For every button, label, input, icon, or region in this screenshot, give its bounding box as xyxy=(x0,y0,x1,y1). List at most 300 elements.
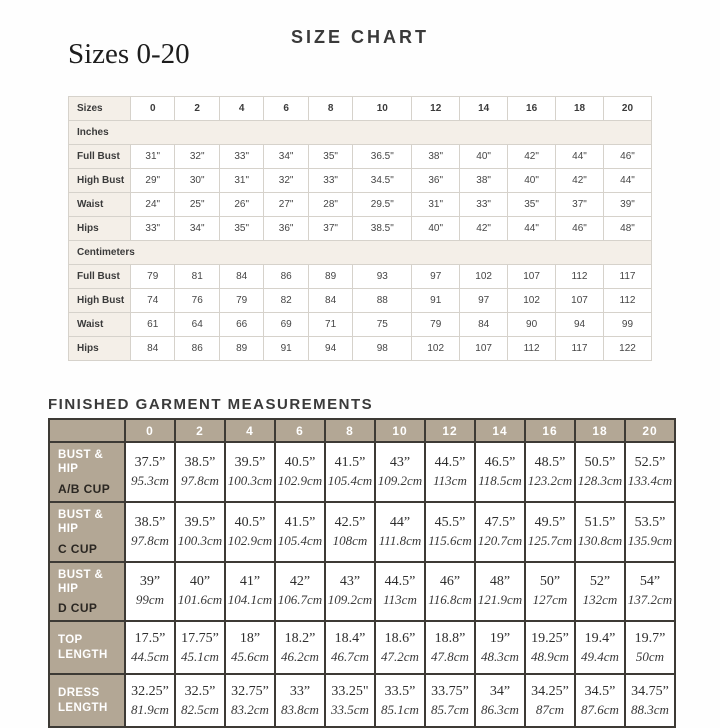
fgm-value-cell xyxy=(625,502,675,562)
measurement-value-cell: 42" xyxy=(508,145,556,169)
inches-value: 19.25” xyxy=(531,630,569,646)
inches-value: 39.5” xyxy=(234,454,266,470)
inches-value: 42” xyxy=(289,574,311,590)
measurement-value-cell: 31" xyxy=(131,145,175,169)
inches-value: 34” xyxy=(489,683,511,699)
measurement-row xyxy=(69,265,652,289)
section-label: Centimeters xyxy=(69,241,652,265)
fgm-value-cell xyxy=(225,442,275,502)
cm-value: 44.5cm xyxy=(131,648,169,664)
fgm-row-label xyxy=(49,562,125,622)
size-col-header: 6 xyxy=(264,97,308,121)
measurement-value-cell: 66 xyxy=(219,313,263,337)
measurement-value-cell: 84 xyxy=(308,289,352,313)
fgm-row xyxy=(49,674,675,727)
measurement-value-cell: 34" xyxy=(264,145,308,169)
fgm-value-cell xyxy=(325,502,375,562)
fgm-value-cell xyxy=(525,502,575,562)
inches-value: 41” xyxy=(239,574,261,590)
measurement-value-cell: 32" xyxy=(264,169,308,193)
measurement-value-cell: 44" xyxy=(603,169,651,193)
fgm-value-cell xyxy=(325,674,375,727)
measurement-value-cell: 38" xyxy=(412,145,460,169)
fgm-value-cell xyxy=(425,621,475,674)
size-col-header: 18 xyxy=(556,97,604,121)
inches-value: 44” xyxy=(389,514,411,530)
measurement-row-label: Waist xyxy=(69,193,131,217)
inches-value: 48” xyxy=(489,574,511,590)
fgm-size-col-header: 10 xyxy=(375,419,425,442)
measurement-row xyxy=(69,313,652,337)
measurement-value-cell: 35" xyxy=(219,217,263,241)
inches-value: 38.5” xyxy=(134,514,166,530)
fgm-value-cell xyxy=(325,442,375,502)
measurement-value-cell: 89 xyxy=(219,337,263,361)
fgm-value-cell xyxy=(275,621,325,674)
cm-value: 95.3cm xyxy=(131,472,169,488)
measurement-value-cell: 84 xyxy=(460,313,508,337)
fgm-value-cell xyxy=(125,442,175,502)
cm-value: 85.7cm xyxy=(431,701,469,717)
fgm-value-cell xyxy=(475,621,525,674)
fgm-value-cell xyxy=(475,562,525,622)
measurement-value-cell: 36" xyxy=(412,169,460,193)
fgm-value-cell xyxy=(125,674,175,727)
cm-value: 86.3cm xyxy=(481,701,519,717)
measurement-row-label: Full Bust xyxy=(69,145,131,169)
fgm-value-cell xyxy=(575,674,625,727)
inches-value: 43” xyxy=(339,574,361,590)
size-col-header: 4 xyxy=(219,97,263,121)
fgm-value-cell xyxy=(375,562,425,622)
measurement-value-cell: 99 xyxy=(603,313,651,337)
fgm-value-cell xyxy=(225,562,275,622)
inches-value: 34.25” xyxy=(531,683,569,699)
measurement-value-cell: 91 xyxy=(264,337,308,361)
cm-value: 116.8cm xyxy=(428,592,472,608)
cm-value: 49.4cm xyxy=(581,648,619,664)
fgm-value-cell xyxy=(575,562,625,622)
fgm-row xyxy=(49,562,675,622)
measurement-value-cell: 24" xyxy=(131,193,175,217)
measurement-row xyxy=(69,217,652,241)
measurement-row-label: Full Bust xyxy=(69,265,131,289)
size-col-header: 10 xyxy=(353,97,412,121)
measurement-value-cell: 75 xyxy=(353,313,412,337)
sizes-range-heading: Sizes 0-20 xyxy=(68,38,190,70)
measurement-value-cell: 31" xyxy=(219,169,263,193)
cm-value: 106.7cm xyxy=(277,592,323,608)
fgm-size-col-header: 20 xyxy=(625,419,675,442)
measurement-value-cell: 89 xyxy=(308,265,352,289)
fgm-value-cell xyxy=(575,502,625,562)
fgm-value-cell xyxy=(175,562,225,622)
inches-value: 37.5” xyxy=(134,454,166,470)
cm-value: 120.7cm xyxy=(477,532,523,548)
fgm-value-cell xyxy=(275,562,325,622)
measurement-value-cell: 94 xyxy=(308,337,352,361)
measurement-row-label: High Bust xyxy=(69,169,131,193)
measurement-value-cell: 39" xyxy=(603,193,651,217)
fgm-value-cell xyxy=(375,502,425,562)
fgm-value-cell xyxy=(375,674,425,727)
measurement-value-cell: 79 xyxy=(131,265,175,289)
fgm-size-col-header: 14 xyxy=(475,419,525,442)
fgm-value-cell xyxy=(225,502,275,562)
fgm-value-cell xyxy=(475,442,525,502)
fgm-size-col-header: 8 xyxy=(325,419,375,442)
measurement-row xyxy=(69,169,652,193)
cm-value: 100.3cm xyxy=(177,532,223,548)
measurement-value-cell: 76 xyxy=(175,289,219,313)
measurement-value-cell: 33" xyxy=(131,217,175,241)
cm-value: 46.7cm xyxy=(331,648,369,664)
cm-value: 102.9cm xyxy=(277,472,323,488)
measurement-value-cell: 90 xyxy=(508,313,556,337)
fgm-value-cell xyxy=(125,621,175,674)
inches-value: 19.7” xyxy=(634,630,666,646)
cm-value: 47.2cm xyxy=(381,648,419,664)
measurement-value-cell: 82 xyxy=(264,289,308,313)
measurement-value-cell: 69 xyxy=(264,313,308,337)
cm-value: 102.9cm xyxy=(227,532,273,548)
measurement-row xyxy=(69,193,652,217)
inches-value: 18.8” xyxy=(434,630,466,646)
cm-value: 97.8cm xyxy=(131,532,169,548)
measurement-value-cell: 81 xyxy=(175,265,219,289)
cm-value: 45.6cm xyxy=(231,648,269,664)
size-chart-table xyxy=(68,96,652,361)
measurement-value-cell: 112 xyxy=(508,337,556,361)
measurement-value-cell: 38" xyxy=(460,169,508,193)
fgm-cup-label: C CUP xyxy=(58,541,98,556)
cm-value: 137.2cm xyxy=(627,592,673,608)
fgm-value-cell xyxy=(125,502,175,562)
cm-value: 46.2cm xyxy=(281,648,319,664)
cm-value: 83.2cm xyxy=(231,701,269,717)
cm-value: 127cm xyxy=(532,592,568,608)
cm-value: 85.1cm xyxy=(381,701,419,717)
inches-value: 52” xyxy=(589,574,611,590)
measurement-value-cell: 48" xyxy=(603,217,651,241)
measurement-value-cell: 79 xyxy=(412,313,460,337)
fgm-value-cell xyxy=(125,562,175,622)
inches-value: 33.5” xyxy=(384,683,416,699)
measurement-value-cell: 36" xyxy=(264,217,308,241)
measurement-value-cell: 29.5" xyxy=(353,193,412,217)
fgm-value-cell xyxy=(575,621,625,674)
cm-value: 118.5cm xyxy=(478,472,522,488)
inches-value: 32.25” xyxy=(131,683,169,699)
inches-value: 39.5” xyxy=(184,514,216,530)
cm-value: 109.2cm xyxy=(327,592,373,608)
measurement-value-cell: 64 xyxy=(175,313,219,337)
size-col-header: 0 xyxy=(131,97,175,121)
measurement-value-cell: 37" xyxy=(556,193,604,217)
fgm-row-label-line: LENGTH xyxy=(58,648,108,661)
finished-measurements-body xyxy=(49,419,675,727)
fgm-value-cell xyxy=(275,442,325,502)
cm-value: 101.6cm xyxy=(177,592,223,608)
inches-value: 18” xyxy=(239,630,261,646)
inches-value: 40.5” xyxy=(234,514,266,530)
fgm-value-cell xyxy=(425,562,475,622)
fgm-value-cell xyxy=(575,442,625,502)
fgm-size-col-header: 4 xyxy=(225,419,275,442)
page-title: SIZE CHART xyxy=(291,27,429,47)
fgm-header-empty-cell xyxy=(49,419,125,442)
measurement-value-cell: 102 xyxy=(460,265,508,289)
size-chart-body xyxy=(69,97,652,361)
fgm-row-label xyxy=(49,621,125,674)
cm-value: 130.8cm xyxy=(577,532,623,548)
cm-value: 121.9cm xyxy=(477,592,523,608)
size-col-header: 8 xyxy=(308,97,352,121)
measurement-value-cell: 37" xyxy=(308,217,352,241)
measurement-row-label: Hips xyxy=(69,337,131,361)
cm-value: 135.9cm xyxy=(627,532,673,548)
inches-value: 52.5” xyxy=(634,454,666,470)
measurement-value-cell: 28" xyxy=(308,193,352,217)
measurement-value-cell: 29" xyxy=(131,169,175,193)
size-chart-header-row xyxy=(69,97,652,121)
fgm-value-cell xyxy=(175,674,225,727)
size-col-header: 12 xyxy=(412,97,460,121)
inches-value: 33” xyxy=(289,683,311,699)
measurement-value-cell: 117 xyxy=(556,337,604,361)
fgm-cup-label: A/B CUP xyxy=(58,481,111,496)
measurement-value-cell: 26" xyxy=(219,193,263,217)
measurement-row xyxy=(69,289,652,313)
fgm-row-label-line: BUST & xyxy=(58,449,104,461)
cm-value: 87cm xyxy=(535,701,565,717)
measurement-value-cell: 97 xyxy=(412,265,460,289)
fgm-row-label-line: HIP xyxy=(58,582,79,595)
inches-value: 18.6” xyxy=(384,630,416,646)
inches-value: 53.5” xyxy=(634,514,666,530)
measurement-value-cell: 102 xyxy=(412,337,460,361)
measurement-value-cell: 97 xyxy=(460,289,508,313)
measurement-value-cell: 107 xyxy=(508,265,556,289)
fgm-value-cell xyxy=(525,442,575,502)
measurement-row-label: High Bust xyxy=(69,289,131,313)
measurement-row-label: Waist xyxy=(69,313,131,337)
inches-value: 50.5” xyxy=(584,454,616,470)
cm-value: 123.2cm xyxy=(527,472,573,488)
fgm-value-cell xyxy=(625,442,675,502)
measurement-value-cell: 33" xyxy=(460,193,508,217)
finished-measurements-title: FINISHED GARMENT MEASUREMENTS xyxy=(48,396,374,413)
measurement-value-cell: 88 xyxy=(353,289,412,313)
fgm-size-col-header: 12 xyxy=(425,419,475,442)
measurement-value-cell: 30" xyxy=(175,169,219,193)
section-header-row xyxy=(69,121,652,145)
inches-value: 38.5” xyxy=(184,454,216,470)
measurement-value-cell: 33" xyxy=(219,145,263,169)
inches-value: 47.5” xyxy=(484,514,516,530)
measurement-value-cell: 107 xyxy=(460,337,508,361)
inches-value: 34.5” xyxy=(584,683,616,699)
measurement-value-cell: 86 xyxy=(264,265,308,289)
fgm-value-cell xyxy=(275,674,325,727)
fgm-header-row xyxy=(49,419,675,442)
inches-value: 45.5” xyxy=(434,514,466,530)
inches-value: 34.75” xyxy=(631,683,669,699)
inches-value: 51.5” xyxy=(584,514,616,530)
inches-value: 33.75” xyxy=(431,683,469,699)
measurement-value-cell: 44" xyxy=(556,145,604,169)
size-col-header: 14 xyxy=(460,97,508,121)
cm-value: 82.5cm xyxy=(181,701,219,717)
measurement-row-label: Hips xyxy=(69,217,131,241)
fgm-value-cell xyxy=(425,674,475,727)
fgm-row-label-line: BUST & xyxy=(58,568,104,581)
measurement-value-cell: 61 xyxy=(131,313,175,337)
cm-value: 97.8cm xyxy=(181,472,219,488)
measurement-value-cell: 42" xyxy=(460,217,508,241)
finished-measurements-table xyxy=(48,418,676,728)
cm-value: 125.7cm xyxy=(527,532,573,548)
measurement-value-cell: 93 xyxy=(353,265,412,289)
inches-value: 19.4” xyxy=(584,630,616,646)
cm-value: 47.8cm xyxy=(431,648,469,664)
cm-value: 109.2cm xyxy=(377,472,423,488)
measurement-value-cell: 35" xyxy=(508,193,556,217)
inches-value: 43” xyxy=(389,454,411,470)
measurement-value-cell: 102 xyxy=(508,289,556,313)
measurement-value-cell: 31" xyxy=(412,193,460,217)
fgm-size-col-header: 18 xyxy=(575,419,625,442)
inches-value: 40.5” xyxy=(284,454,316,470)
cm-value: 108cm xyxy=(332,532,368,548)
cm-value: 113cm xyxy=(433,472,467,488)
fgm-row-label-line: BUST & xyxy=(58,508,104,521)
fgm-value-cell xyxy=(225,674,275,727)
measurement-value-cell: 74 xyxy=(131,289,175,313)
fgm-row-label-line: LENGTH xyxy=(58,701,108,714)
measurement-value-cell: 35" xyxy=(308,145,352,169)
inches-value: 39” xyxy=(139,574,161,590)
inches-value: 50” xyxy=(539,574,561,590)
fgm-value-cell xyxy=(625,621,675,674)
fgm-value-cell xyxy=(375,621,425,674)
cm-value: 81.9cm xyxy=(131,701,169,717)
size-col-header: 2 xyxy=(175,97,219,121)
fgm-value-cell xyxy=(325,621,375,674)
measurement-value-cell: 112 xyxy=(603,289,651,313)
fgm-value-cell xyxy=(625,562,675,622)
measurement-value-cell: 40" xyxy=(460,145,508,169)
cm-value: 104.1cm xyxy=(227,592,273,608)
inches-value: 19” xyxy=(489,630,511,646)
measurement-value-cell: 27" xyxy=(264,193,308,217)
fgm-value-cell xyxy=(275,502,325,562)
cm-value: 113cm xyxy=(383,592,417,608)
measurement-value-cell: 117 xyxy=(603,265,651,289)
fgm-row xyxy=(49,621,675,674)
cm-value: 33.5cm xyxy=(331,701,369,717)
fgm-value-cell xyxy=(425,502,475,562)
fgm-cup-label: D CUP xyxy=(58,601,98,616)
inches-value: 32.75” xyxy=(231,683,269,699)
fgm-value-cell xyxy=(375,442,425,502)
measurement-value-cell: 33" xyxy=(308,169,352,193)
fgm-row-label xyxy=(49,502,125,562)
cm-value: 105.4cm xyxy=(327,472,373,488)
measurement-row xyxy=(69,337,652,361)
inches-value: 46” xyxy=(439,574,461,590)
cm-value: 133.4cm xyxy=(627,472,673,488)
fgm-size-col-header: 2 xyxy=(175,419,225,442)
size-col-header: 16 xyxy=(508,97,556,121)
section-header-row xyxy=(69,241,652,265)
inches-value: 33.25" xyxy=(331,683,369,699)
inches-value: 54” xyxy=(639,574,661,590)
fgm-value-cell xyxy=(225,621,275,674)
measurement-value-cell: 40" xyxy=(412,217,460,241)
measurement-value-cell: 86 xyxy=(175,337,219,361)
inches-value: 17.5” xyxy=(134,630,166,646)
fgm-value-cell xyxy=(525,621,575,674)
measurement-value-cell: 40" xyxy=(508,169,556,193)
inches-value: 17.75” xyxy=(181,630,219,646)
measurement-value-cell: 34.5" xyxy=(353,169,412,193)
inches-value: 49.5” xyxy=(534,514,566,530)
measurement-value-cell: 98 xyxy=(353,337,412,361)
measurement-value-cell: 38.5" xyxy=(353,217,412,241)
cm-value: 87.6cm xyxy=(581,701,619,717)
cm-value: 111.8cm xyxy=(378,532,422,548)
fgm-value-cell xyxy=(175,621,225,674)
inches-value: 18.4” xyxy=(334,630,366,646)
measurement-value-cell: 112 xyxy=(556,265,604,289)
fgm-row-label-line: HIP xyxy=(58,523,79,536)
fgm-row-label-line: TOP xyxy=(58,634,83,647)
fgm-row-label xyxy=(49,442,125,502)
fgm-value-cell xyxy=(625,674,675,727)
cm-value: 50cm xyxy=(635,648,665,664)
fgm-row-label-line: DRESS xyxy=(58,687,100,700)
sizes-header-label: Sizes xyxy=(69,97,131,121)
cm-value: 100.3cm xyxy=(227,472,273,488)
measurement-value-cell: 36.5" xyxy=(353,145,412,169)
cm-value: 83.8cm xyxy=(281,701,319,717)
inches-value: 44.5” xyxy=(384,574,416,590)
cm-value: 128.3cm xyxy=(577,472,623,488)
measurement-value-cell: 84 xyxy=(131,337,175,361)
fgm-value-cell xyxy=(425,442,475,502)
cm-value: 88.3cm xyxy=(631,701,669,717)
measurement-value-cell: 42" xyxy=(556,169,604,193)
measurement-value-cell: 25" xyxy=(175,193,219,217)
cm-value: 115.6cm xyxy=(428,532,472,548)
inches-value: 18.2” xyxy=(284,630,316,646)
measurement-value-cell: 71 xyxy=(308,313,352,337)
fgm-row xyxy=(49,502,675,562)
measurement-value-cell: 44" xyxy=(508,217,556,241)
section-label: Inches xyxy=(69,121,652,145)
measurement-value-cell: 79 xyxy=(219,289,263,313)
cm-value: 45.1cm xyxy=(181,648,219,664)
fgm-value-cell xyxy=(325,562,375,622)
fgm-size-col-header: 0 xyxy=(125,419,175,442)
cm-value: 132cm xyxy=(582,592,618,608)
fgm-value-cell xyxy=(175,442,225,502)
inches-value: 48.5” xyxy=(534,454,566,470)
fgm-value-cell xyxy=(525,674,575,727)
cm-value: 99cm xyxy=(135,592,165,608)
inches-value: 42.5” xyxy=(334,514,366,530)
